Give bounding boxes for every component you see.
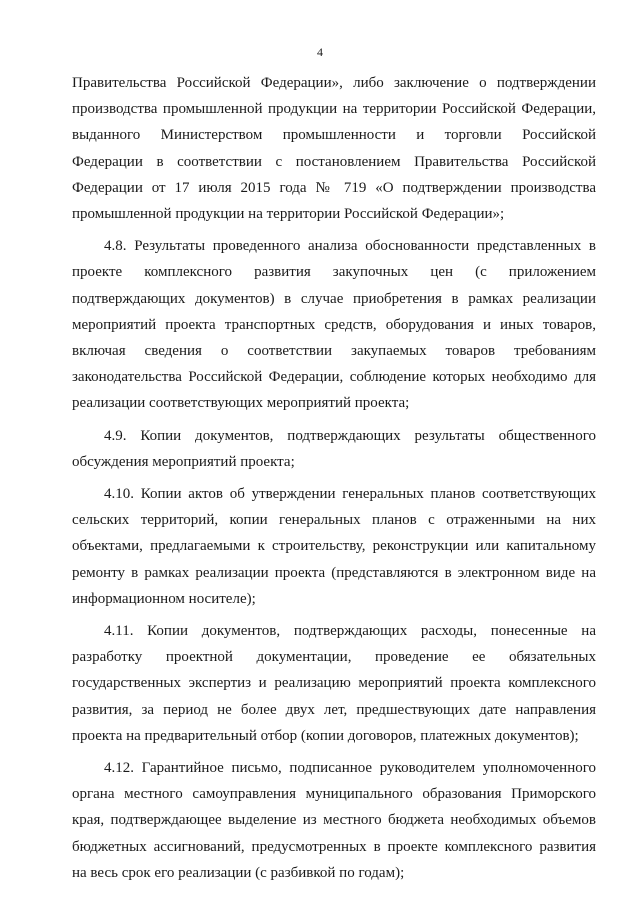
text-line: 4.10. Копии актов об утверждении генеральных планов соответствующих (104, 486, 596, 503)
text-line: информационном носителе); (72, 590, 256, 607)
text-line: бюджетных ассигнований, предусмотренных в проекте комплексного развития (72, 838, 596, 855)
text-line: ремонту в рамках реализации проекта (представляются в электронном виде на (72, 564, 596, 581)
text-line: на весь срок его реализации (с разбивкой по годам); (72, 864, 405, 881)
text-line: включая сведения о соответствии закупаемых товаров требованиям (72, 343, 596, 360)
text-line: промышленной продукции на территории Российской Федерации»; (72, 206, 505, 223)
text-line: Федерации в соответствии с постановлением Правительства Российской (72, 153, 596, 170)
text-line: обсуждения мероприятий проекта; (72, 453, 295, 470)
page-number: 4 (317, 45, 323, 59)
paragraph-4-10 (72, 481, 596, 612)
text-line: проекте комплексного развития закупочных цен (с приложением (72, 264, 596, 281)
text-line: государственных экспертиз и реализацию мероприятий проекта комплексного (72, 675, 596, 692)
paragraph-4-11 (72, 618, 596, 749)
text-line: объектами, предлагаемыми к строительству, реконструкции или капитальному (72, 538, 596, 555)
text-line: сельских территорий, копии генеральных планов с отраженными на них (72, 512, 596, 529)
text-line: проекта на предварительный отбор (копии договоров, платежных документов); (72, 727, 579, 744)
text-line: 4.8. Результаты проведенного анализа обоснованности представленных в (104, 238, 596, 255)
paragraph-4-12 (72, 755, 596, 886)
text-line: края, подтверждающее выделение из местного бюджета необходимых объемов (72, 812, 596, 829)
text-line: Федерации от 17 июля 2015 года № 719 «О подтверждении производства (72, 179, 596, 196)
text-line: Правительства Российской Федерации», либо заключение о подтверждении (72, 75, 596, 91)
text-line: производства промышленной продукции на территории Российской Федерации, (72, 101, 596, 118)
text-line: органа местного самоуправления муниципального образования Приморского (72, 786, 596, 803)
text-line: законодательства Российской Федерации, соблюдение которых необходимо для (72, 369, 596, 386)
text-line: 4.11. Копии документов, подтверждающих расходы, понесенные на (104, 623, 596, 640)
text-line: подтверждающих документов) в случае приобретения в рамках реализации (72, 290, 596, 307)
text-line: развития, за период не более двух лет, предшествующих дате направления (72, 701, 596, 718)
text-line: разработку проектной документации, проведение ее обязательных (72, 649, 596, 666)
text-line: выданного Министерством промышленности и торговли Российской (72, 127, 596, 144)
text-line: мероприятий проекта транспортных средств, оборудования и иных товаров, (72, 316, 596, 333)
paragraph-4-9 (72, 423, 596, 475)
document-body (72, 70, 596, 886)
text-line: 4.12. Гарантийное письмо, подписанное руководителем уполномоченного (104, 760, 596, 777)
text-line: реализации соответствующих мероприятий проекта; (72, 395, 410, 412)
text-line: 4.9. Копии документов, подтверждающих результаты общественного (104, 427, 596, 444)
paragraph-continuation (72, 70, 596, 227)
paragraph-4-8 (72, 233, 596, 416)
